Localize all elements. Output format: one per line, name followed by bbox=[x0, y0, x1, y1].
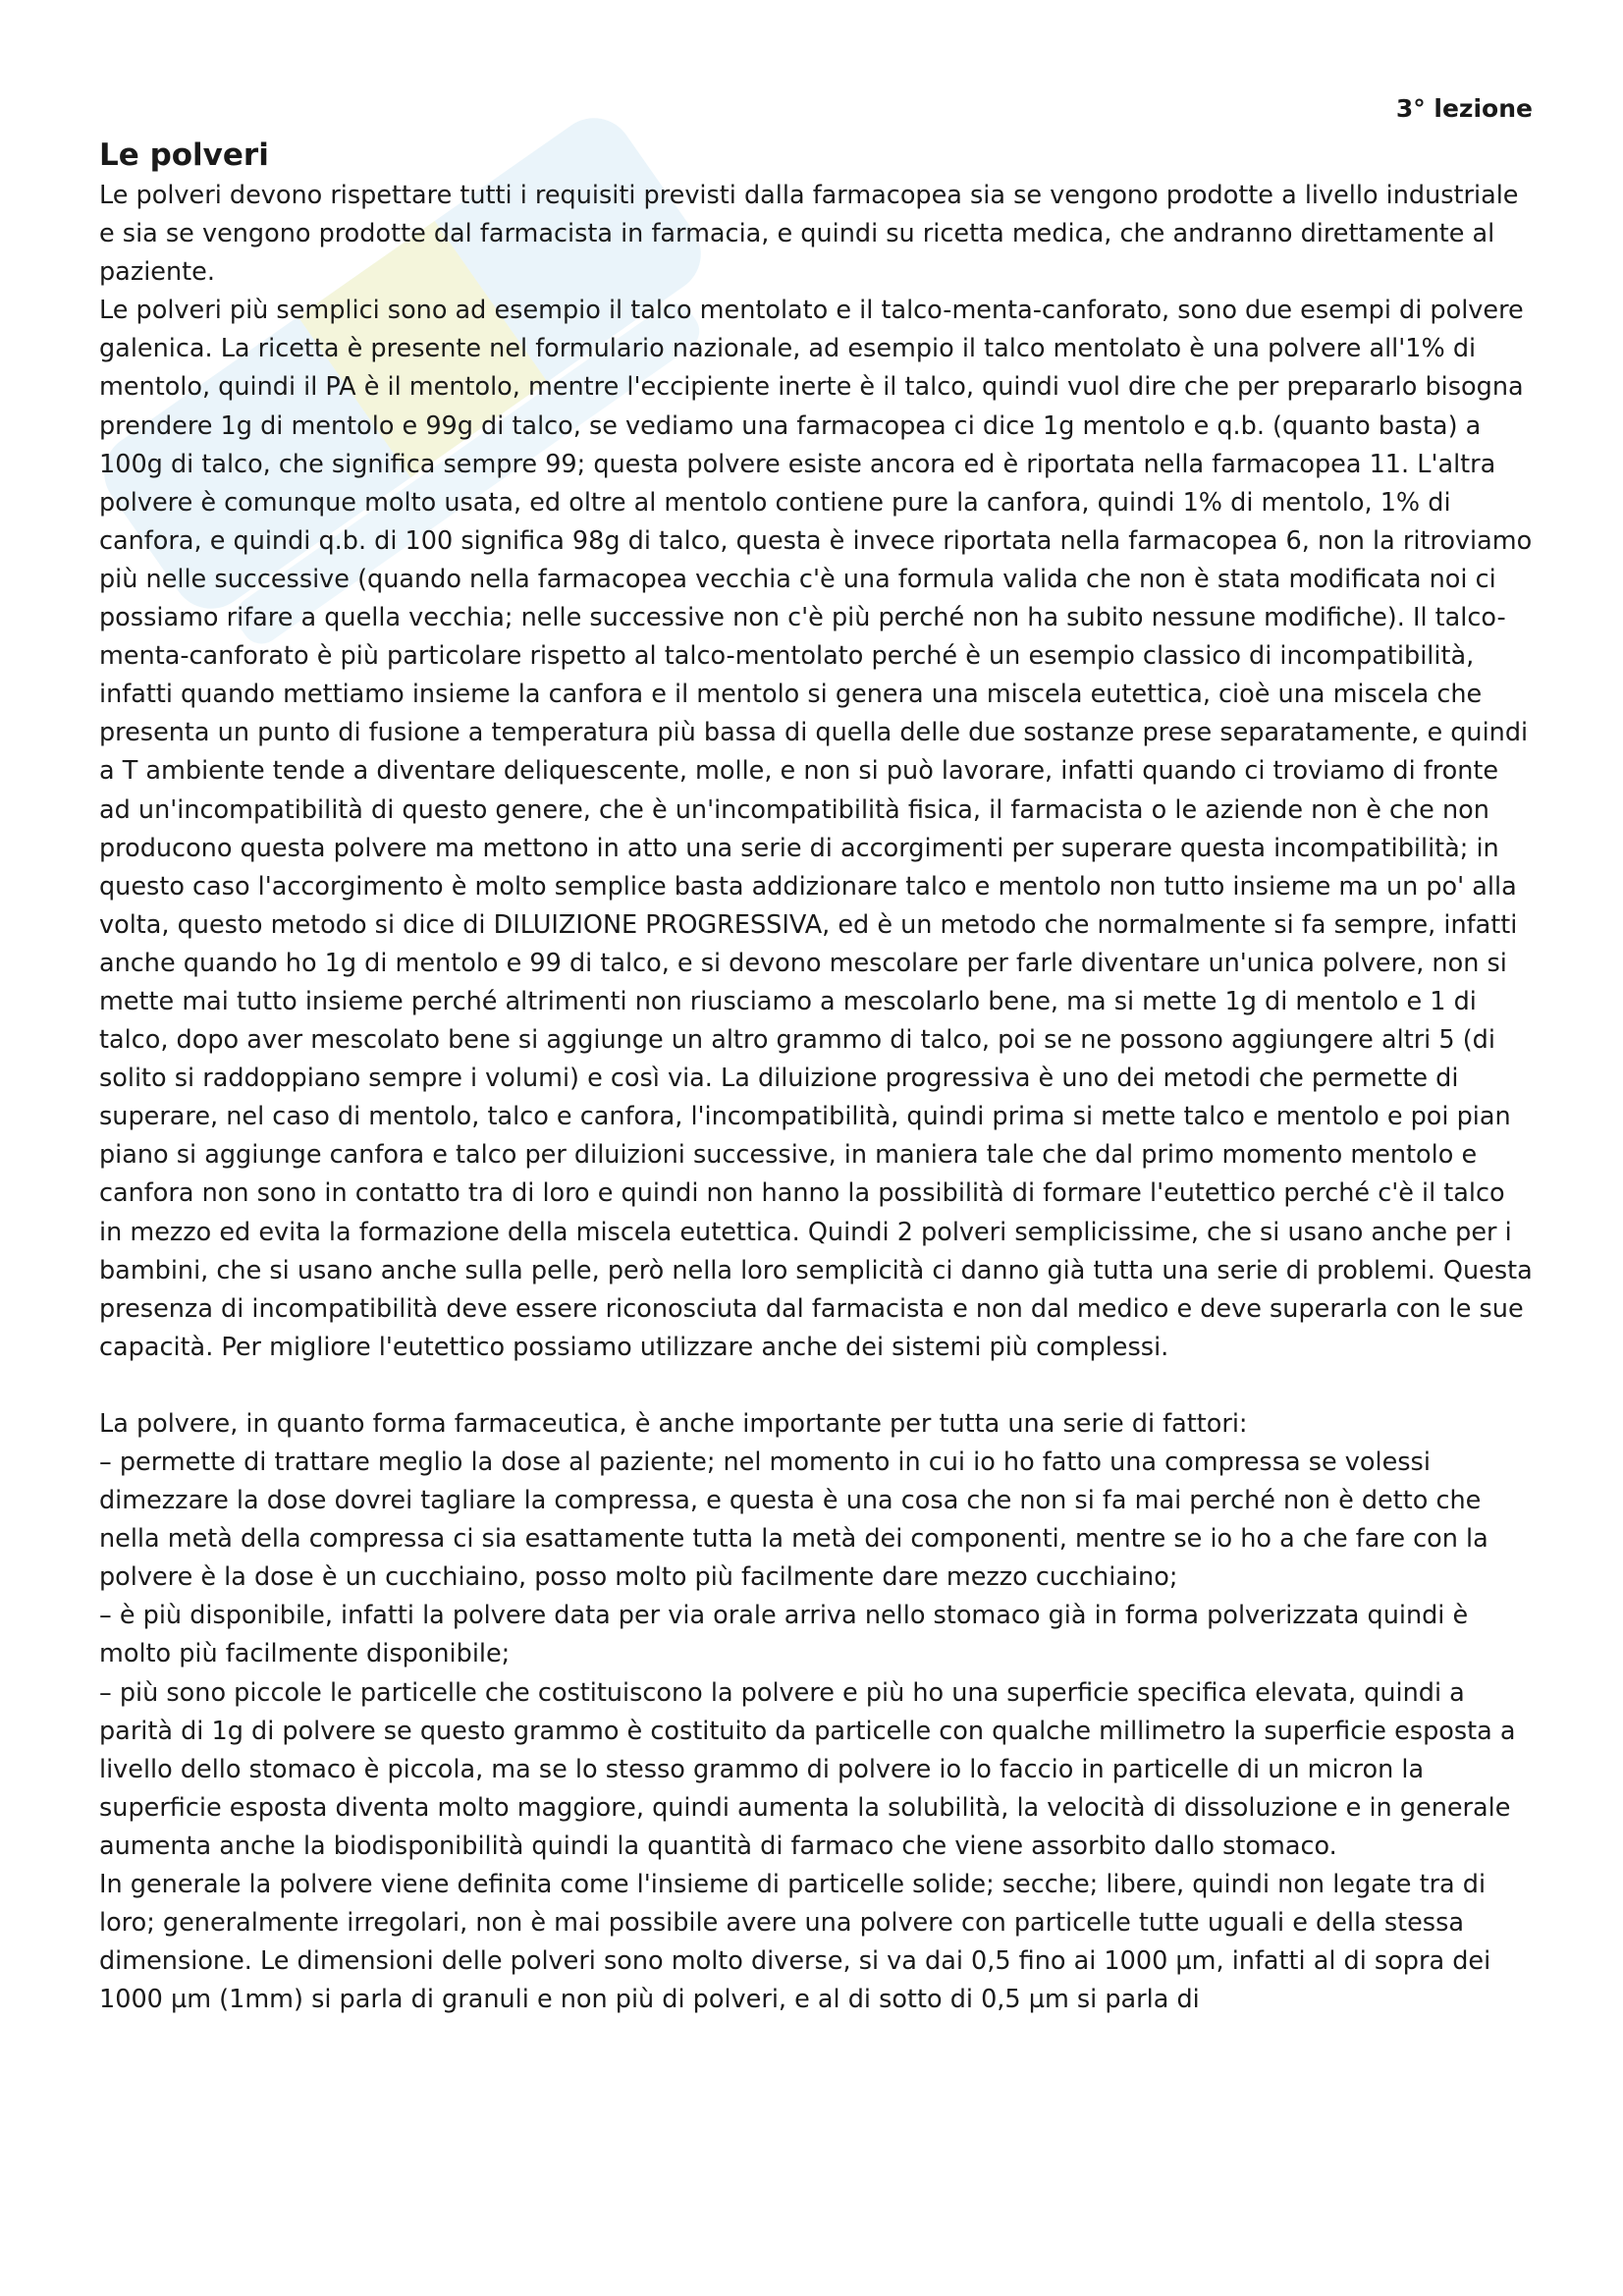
paragraph-factors-intro: La polvere, in quanto forma farmaceutica, è anche importante per tutta una serie di fattori: bbox=[99, 1408, 1248, 1439]
paragraph-gap bbox=[99, 1367, 1533, 1405]
page-title: Le polveri bbox=[99, 137, 269, 173]
lesson-number: 3° lezione bbox=[1395, 94, 1533, 123]
paragraph-talco: Le polveri più semplici sono ad esempio il talco mentolato e il talco-menta-canforato, sono due esempi di polvere galenica. La ricetta è presente nel formulario nazionale, ad esempio il talco mentolato è una polvere all'1% di mentolo, quindi il PA è il mentolo, mentre l'eccipiente inerte è il talco, quindi vuol dire che per prepararlo bisogna prendere 1g di mentolo e 99g di talco, se vediamo una farmacopea ci dice 1g mentolo e q.b. (quanto basta) a 100g di talco, che significa sempre 99; questa polvere esiste ancora ed è riportata nella farmacopea 11. L'altra polvere è comunque molto usata, ed oltre al mentolo contiene pure la canfora, quindi 1% di mentolo, 1% di canfora, e quindi q.b. di 100 significa 98g di talco, questa è invece riportata nella farmacopea 6, non la ritroviamo più nelle successive (quando nella farmacopea vecchia c'è una formula valida che non è stata modificata noi ci possiamo rifare a quella vecchia; nelle successive non c'è più perché non ha subito nessune modifiche). Il talco-menta-canforato è più particolare rispetto al talco-mentolato perché è un esempio classico di incompatibilità, infatti quando mettiamo insieme la canfora e il mentolo si genera una miscela eutettica, cioè una miscela che presenta un punto di fusione a temperatura più bassa di quella delle due sostanze prese separatamente, e quindi a T ambiente tende a diventare deliquescente, molle, e non si può lavorare, infatti quando ci troviamo di fronte ad un'incompatibilità di questo genere, che è un'incompatibilità fisica, il farmacista o le aziende non è che non producono questa polvere ma mettono in atto una serie di accorgimenti per superare questa incompatibilità; in questo caso l'accorgimento è molto semplice basta addizionare talco e mentolo non tutto insieme ma un po' alla volta, questo metodo si dice di DILUIZIONE PROGRESSIVA, ed è un metodo che normalmente si fa sempre, infatti anche quando ho 1g di mentolo e 99 di talco, e si devono mescolare per farle diventare un'unica polvere, non si mette mai tutto insieme perché altrimenti non riusciamo a mescolarlo bene, ma si mette 1g di mentolo e 1 di talco, dopo aver mescolato bene si aggiunge un altro grammo di talco, poi se ne possono aggiungere altri 5 (di solito si raddoppiano sempre i volumi) e così via. La diluizione progressiva è uno dei metodi che permette di superare, nel caso di mentolo, talco e canfora, l'incompatibilità, quindi prima si mette talco e mentolo e poi pian piano si aggiunge canfora e talco per diluizioni successive, in maniera tale che dal primo momento mentolo e canfora non sono in contatto tra di loro e quindi non hanno la possibilità di formare l'eutettico perché c'è il talco in mezzo ed evita la formazione della miscela eutettica. Quindi 2 polveri semplicissime, che si usano anche per i bambini, che si usano anche sulla pelle, però nella loro semplicità ci danno già tutta una serie di problemi. Questa presenza di incompatibilità deve essere riconosciuta dal farmacista e non dal medico e deve superarla con le sue capacità. Per migliore l'eutettico possiamo utilizzare anche dei sistemi più complessi. bbox=[99, 296, 1533, 1362]
list-item-particelle: – più sono piccole le particelle che costituiscono la polvere e più ho una superficie specifica elevata, quindi a parità di 1g di polvere se questo grammo è costituito da particelle con qualche millimetro la superficie esposta a livello dello stomaco è piccola, ma se lo stesso grammo di polvere io lo faccio in particelle di un micron la superficie esposta diventa molto maggiore, quindi aumenta la solubilità, la velocità di dissoluzione e in generale aumenta anche la biodisponibilità quindi la quantità di farmaco che viene assorbito dallo stomaco. bbox=[99, 1677, 1516, 1861]
list-item-disponibile: – è più disponibile, infatti la polvere data per via orale arriva nello stomaco già in forma polverizzata quindi è molto più facilmente disponibile; bbox=[99, 1601, 1469, 1669]
list-item-dose: – permette di trattare meglio la dose al paziente; nel momento in cui io ho fatto una compressa se volessi dimezzare la dose dovrei tagliare la compressa, e questa è una cosa che non si fa mai perché non è detto che nella metà della compressa ci sia esattamente tutta la metà dei componenti, mentre se io ho a che fare con la polvere è la dose è un cucchiaino, posso molto più facilmente dare mezzo cucchiaino; bbox=[99, 1448, 1488, 1593]
paragraph-intro: Le polveri devono rispettare tutti i requisiti previsti dalla farmacopea sia se vengono prodotte a livello industriale e sia se vengono prodotte dal farmacista in farmacia, e quindi su ricetta medica, che andranno direttamente al paziente. bbox=[99, 181, 1519, 288]
paragraph-definition: In generale la polvere viene definita come l'insieme di particelle solide; secche; libere, quindi non legate tra di loro; generalmente irregolari, non è mai possibile avere una polvere con particelle tutte uguali e della stessa dimensione. Le dimensioni delle polveri sono molto diverse, si va dai 0,5 fino ai 1000 µm, infatti al di sopra dei 1000 µm (1mm) si parla di granuli e non più di polveri, e al di sotto di 0,5 µm si parla di bbox=[99, 1870, 1491, 2015]
document-page bbox=[99, 94, 1533, 2019]
